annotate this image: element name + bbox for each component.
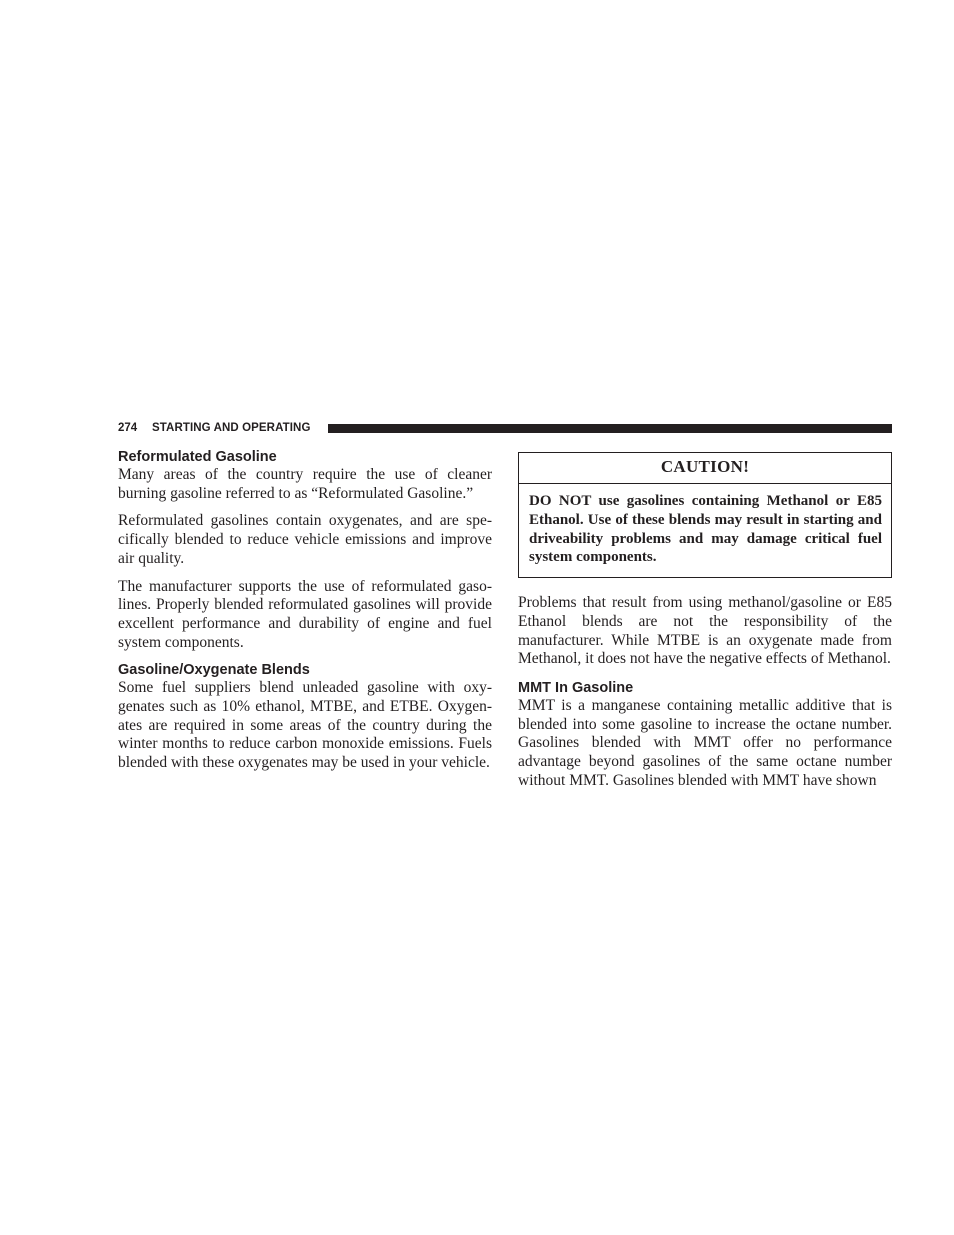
paragraph-methanol-problems: Problems that result from using methanol/gasoline or E85 Ethanol blends are not the responsibility of the manufacturer. While MTBE is an oxygenate made from Methanol, it does not have the negative effects of Methanol. (518, 594, 892, 668)
paragraph-mmt: MMT is a manganese containing metallic additive that is blended into some gasoline to increase the octane number. Gasolines blended with MMT offer no performance advantage beyond gasolines of the same octane number without MMT. Gasolines blended with MMT have shown (518, 697, 892, 789)
left-column (118, 448, 492, 773)
section-title: STARTING AND OPERATING (152, 422, 311, 434)
page-header (118, 420, 892, 436)
paragraph-manufacturer-support: The manufacturer supports the use of reformulated gasolines. Properly blended reformulated gasolines will provide excellent performance and durability of engine and fuel system components. (118, 577, 492, 651)
caution-text: DO NOT use gasolines containing Methanol or E85 Ethanol. Use of these blends may result in starting and driveability problems and may damage critical fuel system components. (529, 493, 882, 566)
paragraph-oxygenate-blends: Some fuel suppliers blend unleaded gasoline with oxygenates such as 10% ethanol, MTBE, and ETBE. Oxygenates are required in some areas of the country during the winter months to reduce carbon monoxide emissions. Fuels blended with these oxygenates may be used in your vehicle. (118, 679, 492, 772)
caution-title: CAUTION! (519, 453, 891, 484)
paragraph-reformulated-intro: Many areas of the country require the use of cleaner burning gasoline referred to as “Reformulated Gasoline.” (118, 466, 492, 502)
heading-oxygenate-blends: Gasoline/Oxygenate Blends (118, 662, 310, 679)
header-rule (328, 424, 892, 433)
heading-reformulated-gasoline: Reformulated Gasoline (118, 449, 277, 465)
paragraph-oxygenates: Reformulated gasolines contain oxygenates, and are specifically blended to reduce vehicle emissions and improve air quality. (118, 512, 492, 567)
right-column (518, 448, 892, 791)
caution-box (518, 452, 892, 578)
page-number: 274 (118, 422, 138, 434)
heading-mmt-in-gasoline: MMT In Gasoline (518, 680, 634, 696)
